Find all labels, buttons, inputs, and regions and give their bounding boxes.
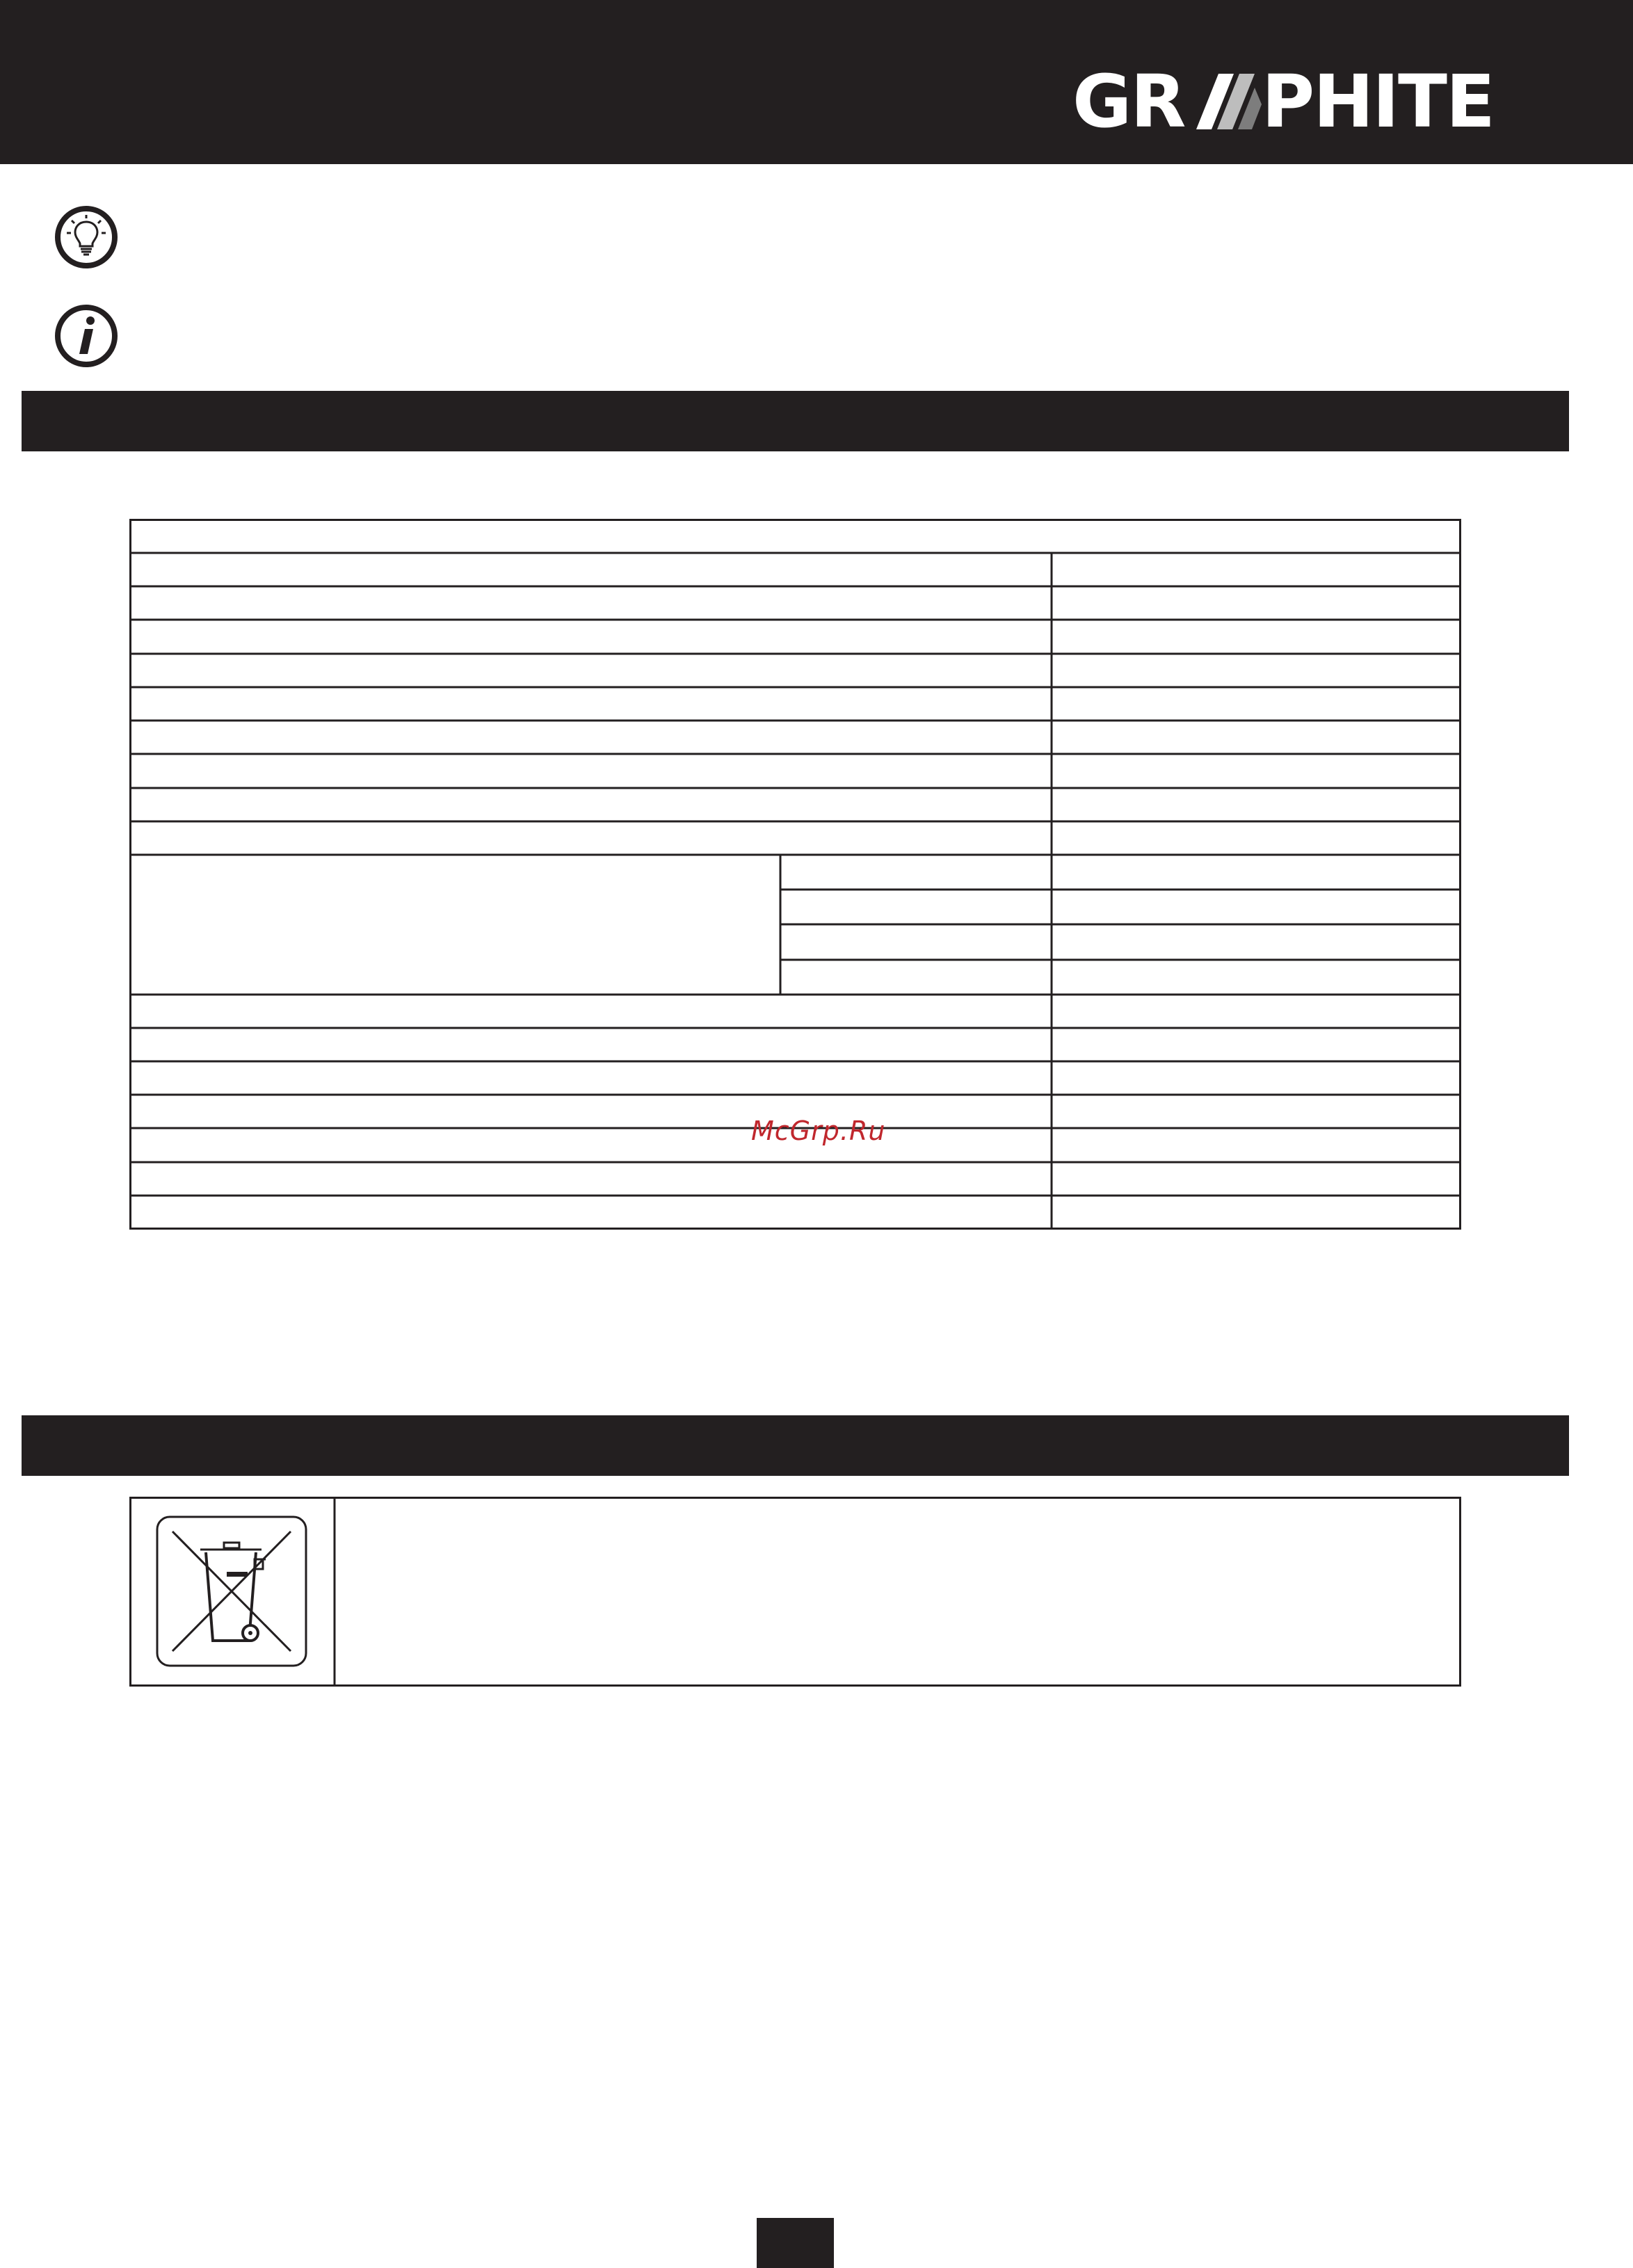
svg-text:PHITE: PHITE [1262,59,1494,144]
environment-section-bar [22,1415,1569,1476]
disposal-info-box [129,1497,1461,1687]
info-icon [54,304,118,368]
crossed-out-wheelie-bin-icon [157,1517,306,1666]
header-bar [0,0,1633,164]
watermark: McGrp.Ru [751,1116,886,1146]
svg-text:GR: GR [1072,59,1185,144]
technical-data-section-bar [22,391,1569,451]
brand-logo [1072,59,1494,144]
page-number-tab [757,2218,834,2268]
lightbulb-icon [54,205,118,269]
